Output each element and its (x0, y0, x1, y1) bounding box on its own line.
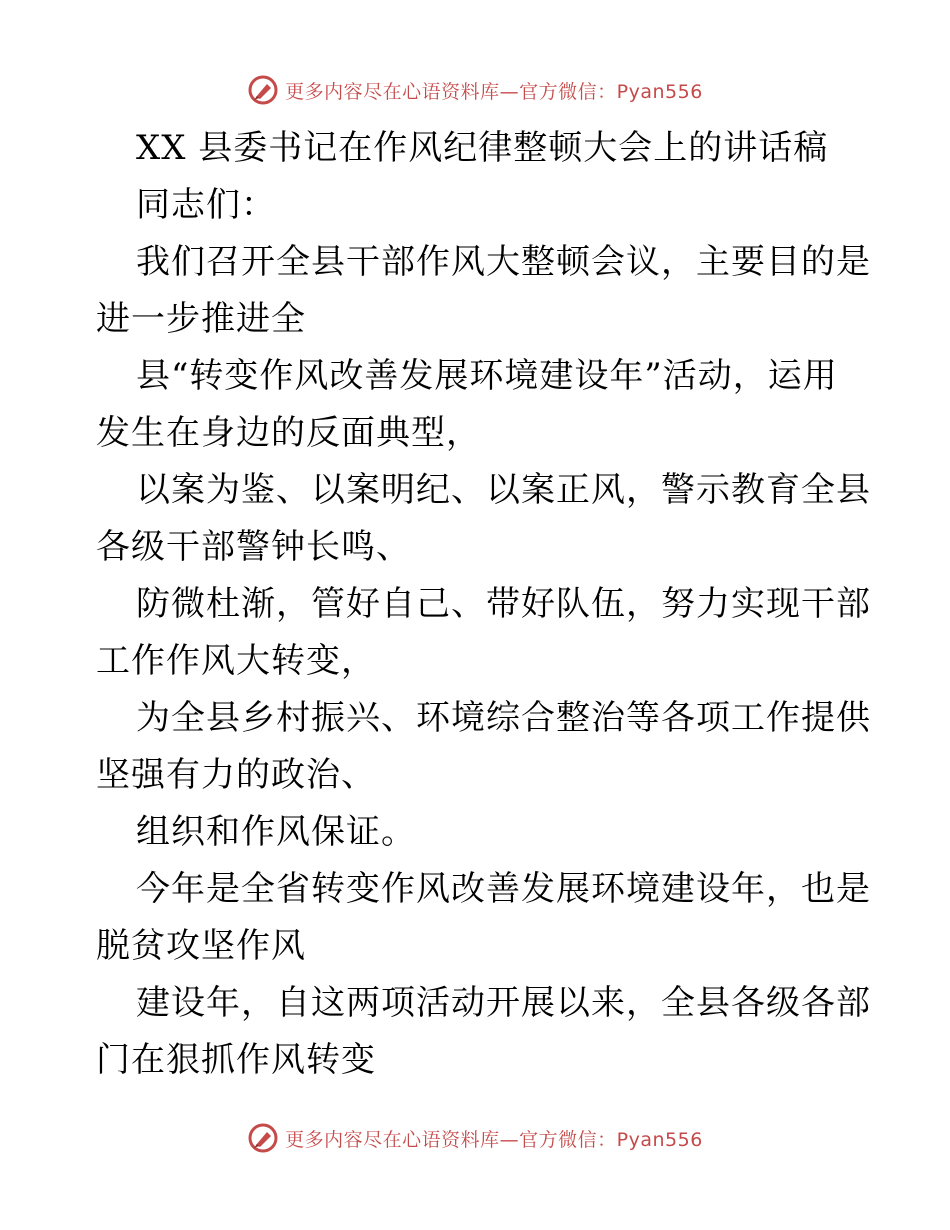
text-line: 防微杜渐，管好自己、带好队伍，努力实现干部 (136, 584, 871, 624)
footer-banner (0, 1118, 950, 1158)
text-line: 今年是全省转变作风改善发展环境建设年，也是 (136, 869, 871, 909)
text-line: 发生在身边的反面典型， (96, 413, 481, 453)
pen-nib-logo-icon (247, 74, 279, 106)
text-line: 门在狠抓作风转变 (96, 1040, 376, 1080)
document-body (96, 120, 871, 1089)
text-line: 我们召开全县干部作风大整顿会议，主要目的是 (136, 242, 871, 282)
text-line: 工作作风大转变， (96, 641, 376, 681)
text-line: 进一步推进全 (96, 299, 306, 339)
pen-nib-logo-icon (247, 1122, 279, 1154)
text-line: 同志们： (136, 185, 276, 225)
text-line: 为全县乡村振兴、环境综合整治等各项工作提供 (136, 698, 871, 738)
document-title: XX 县委书记在作风纪律整顿大会上的讲话稿 (136, 128, 829, 168)
text-line: 坚强有力的政治、 (96, 755, 376, 795)
header-banner (0, 70, 950, 110)
text-line: 各级干部警钟长鸣、 (96, 527, 411, 567)
text-line: 脱贫攻坚作风 (96, 926, 306, 966)
text-line: 建设年，自这两项活动开展以来，全县各级各部 (136, 983, 871, 1023)
text-line: 县“转变作风改善发展环境建设年”活动，运用 (136, 356, 838, 396)
footer-banner-text: 更多内容尽在心语资料库—官方微信：Pyan556 (285, 1128, 703, 1151)
text-line: 以案为鉴、以案明纪、以案正风，警示教育全县 (136, 470, 871, 510)
header-banner-text: 更多内容尽在心语资料库—官方微信：Pyan556 (285, 80, 703, 103)
text-line: 组织和作风保证。 (136, 812, 416, 852)
